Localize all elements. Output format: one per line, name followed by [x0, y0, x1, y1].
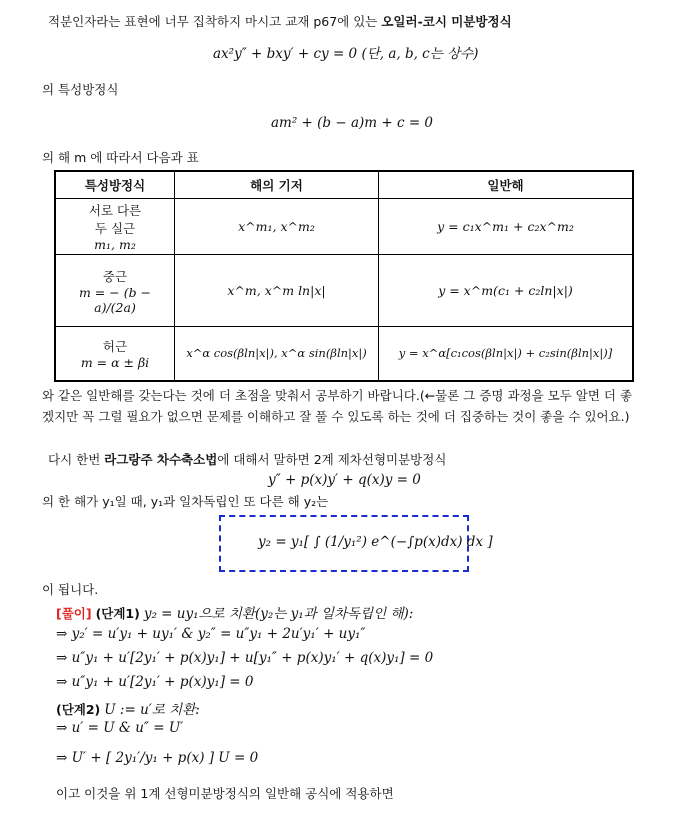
step2-substitution: ⇒ u′ = U & u″ = U′	[56, 720, 184, 736]
step1-reduced: ⇒ u″y₁ + u′[2y₁′ + p(x)y₁] = 0	[56, 674, 254, 690]
table-row	[55, 199, 633, 255]
step2-line	[56, 698, 200, 718]
row3-root: m = α ± βi	[80, 354, 150, 370]
char-eq-label: 의 특성방정식	[42, 82, 119, 97]
final-line: 이고 이것을 위 1계 선형미분방정식의 일반해 공식에 적용하면	[56, 786, 394, 801]
characteristic-equation: am² + (b − a)m + c = 0	[271, 115, 434, 131]
reduction-line: 의 한 해가 y₁일 때, y₁과 일차독립인 또 다른 해 y₂는	[42, 494, 329, 509]
step1-line	[56, 602, 413, 622]
row1-roots: m₁, m₂	[94, 237, 136, 252]
header-general-solution: 일반해	[379, 171, 634, 199]
table-row	[55, 255, 633, 327]
step1-derivatives: ⇒ y₂′ = u′y₁ + uy₁′ & y₂″ = u″y₁ + 2u′y₁′ + uy₁″	[56, 626, 366, 642]
row3-characteristic	[55, 327, 175, 381]
step2-label: (단계2)	[56, 702, 101, 717]
step2-first-order: ⇒ U′ + [ 2y₁′/y₁ + p(x) ] U = 0	[56, 750, 259, 766]
table-intro: 의 해 m 에 따라서 다음과 표	[42, 150, 199, 165]
row1-basis: x^m₁, x^m₂	[175, 199, 379, 255]
row1-label-b: 두 실근	[94, 221, 136, 236]
note-line-1: 와 같은 일반해를 갖는다는 것에 더 초점을 맞춰서 공부하기 바랍니다.(←물론 그 증명 과정을 모두 알면 더 좋	[42, 388, 633, 403]
header-basis: 해의 기저	[175, 171, 379, 199]
intro-line	[48, 12, 512, 30]
step1-substitution: ⇒ u″y₁ + u′[2y₁′ + p(x)y₁] + u[y₁″ + p(x)y₁′ + q(x)y₁] = 0	[56, 650, 434, 666]
row1-label-a: 서로 다른	[88, 203, 142, 218]
row2-characteristic	[55, 255, 175, 327]
step1-label: (단계1)	[95, 606, 140, 621]
note-line-2: 겠지만 꼭 그럴 필요가 없으면 문제를 이해하고 잘 풀 수 있도록 하는 것에 더 집중하는 것이 좋을 수 있어요.)	[42, 409, 630, 424]
reduction-pre: 다시 한번	[48, 452, 105, 467]
row3-basis: x^α cos(βln|x|), x^α sin(βln|x|)	[175, 327, 379, 381]
conclusion-text: 이 됩니다.	[42, 582, 99, 597]
reduction-bold-term: 라그랑주 차수축소법	[104, 452, 218, 467]
solution-table	[54, 170, 634, 382]
intro-text: 적분인자라는 표현에 너무 집착하지 마시고 교재 p67에 있는	[48, 14, 382, 29]
homogeneous-equation: y″ + p(x)y′ + q(x)y = 0	[268, 472, 421, 488]
euler-cauchy-equation: ax²y″ + bxy′ + cy = 0 (단, a, b, c는 상수)	[213, 46, 479, 62]
intro-bold-term: 오일러-코시 미분방정식	[381, 14, 512, 29]
step1-text: y₂ = uy₁으로 치환(y₂는 y₁과 일차독립인 해):	[143, 606, 414, 622]
row3-general: y = x^α[c₁cos(βln|x|) + c₂sin(βln|x|)]	[379, 327, 634, 381]
row2-root: m = − (b − a)/(2a)	[78, 284, 152, 315]
row2-general: y = x^m(c₁ + c₂ln|x|)	[379, 255, 634, 327]
header-characteristic: 특성방정식	[55, 171, 175, 199]
reduction-post: 에 대해서 말하면 2계 제차선형미분방정식	[217, 452, 447, 467]
table-header-row	[55, 171, 633, 199]
reduction-intro	[48, 450, 446, 468]
table-row	[55, 327, 633, 381]
row1-characteristic	[55, 199, 175, 255]
step2-text: U := u′로 치환:	[104, 702, 200, 718]
row1-general: y = c₁x^m₁ + c₂x^m₂	[379, 199, 634, 255]
reduction-formula: y₂ = y₁[ ∫ (1/y₁²) e^(−∫p(x)dx) dx ]	[258, 534, 493, 550]
row2-label: 중근	[102, 268, 128, 284]
row2-basis: x^m, x^m ln|x|	[175, 255, 379, 327]
solution-tag: [풀이]	[56, 606, 92, 621]
row3-label: 허근	[102, 338, 128, 354]
